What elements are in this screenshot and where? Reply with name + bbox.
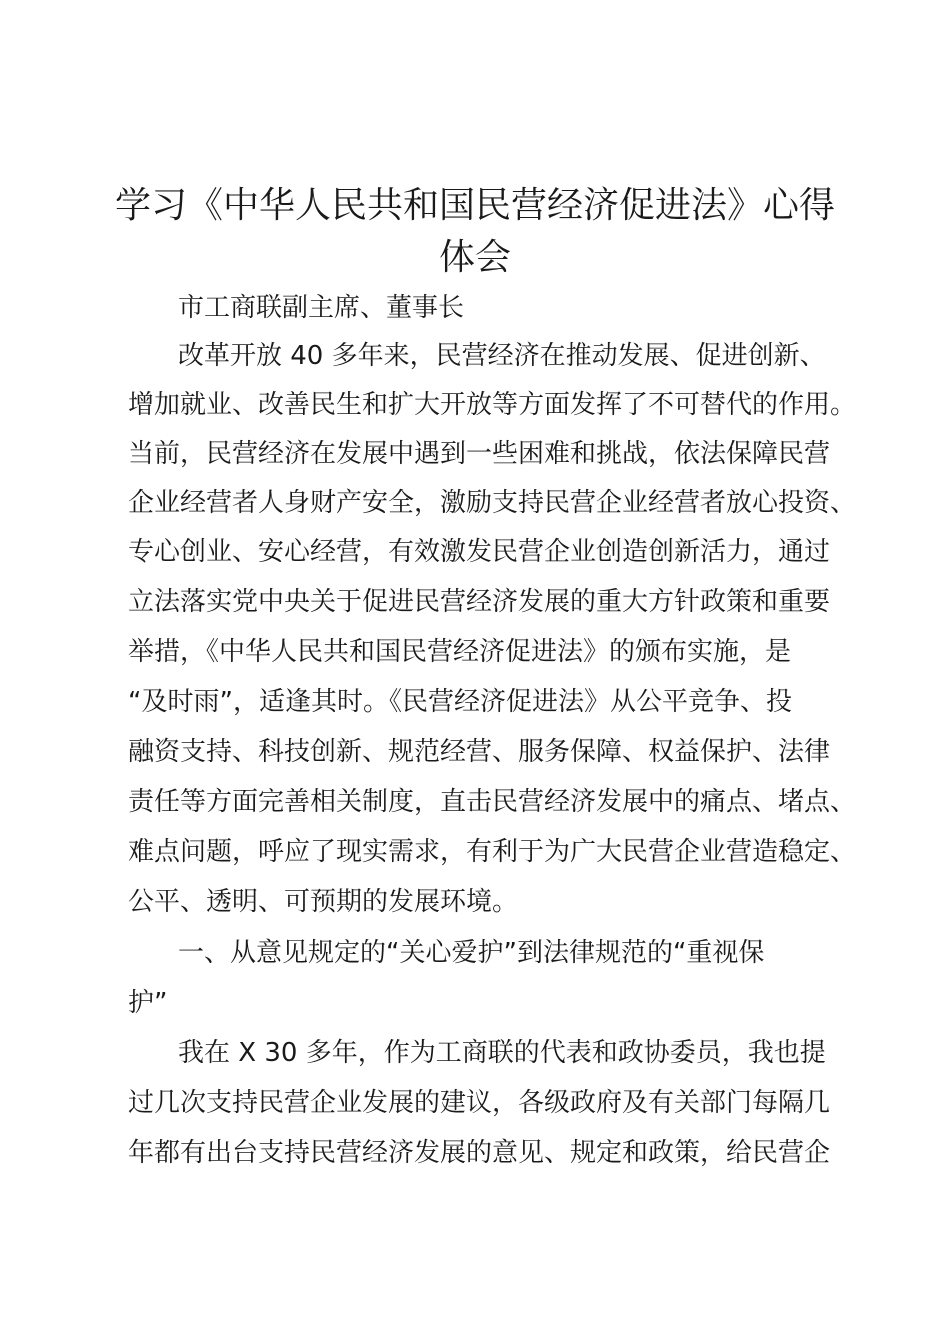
body-line: 难点问题，呼应了现实需求，有利于为广大民营企业营造稳定、 bbox=[128, 837, 857, 867]
body-line: 公平、透明、可预期的发展环境。 bbox=[128, 887, 519, 917]
body-line: 专心创业、安心经营，有效激发民营企业创造创新活力，通过 bbox=[128, 537, 831, 567]
section-heading: 一、从意见规定的“关心爱护”到法律规范的“重视保 bbox=[178, 938, 765, 968]
body-line: 当前，民营经济在发展中遇到一些困难和挑战，依法保障民营 bbox=[128, 439, 831, 469]
body-line: 增加就业、改善民生和扩大开放等方面发挥了不可替代的作用。 bbox=[128, 390, 857, 420]
body-line: 我在 X 30 多年，作为工商联的代表和政协委员，我也提 bbox=[178, 1038, 826, 1068]
body-line: 立法落实党中央关于促进民营经济发展的重大方针政策和重要 bbox=[128, 587, 831, 617]
author-line: 市工商联副主席、董事长 bbox=[178, 293, 465, 323]
section-heading-continued: 护” bbox=[128, 988, 168, 1018]
body-line: 过几次支持民营企业发展的建议，各级政府及有关部门每隔几 bbox=[128, 1088, 831, 1118]
body-line: 企业经营者人身财产安全，激励支持民营企业经营者放心投资、 bbox=[128, 488, 857, 518]
body-line: “及时雨”，适逢其时。《民营经济促进法》从公平竞争、投 bbox=[128, 687, 792, 717]
document-title-line-2: 体会 bbox=[438, 237, 511, 278]
document-title-line-1: 学习《中华人民共和国民营经济促进法》心得 bbox=[114, 185, 835, 226]
body-line: 改革开放 40 多年来，民营经济在推动发展、促进创新、 bbox=[178, 341, 826, 371]
body-line: 举措，《中华人民共和国民营经济促进法》的颁布实施，是 bbox=[128, 637, 792, 667]
body-line: 责任等方面完善相关制度，直击民营经济发展中的痛点、堵点、 bbox=[128, 787, 857, 817]
body-line: 年都有出台支持民营经济发展的意见、规定和政策，给民营企 bbox=[128, 1138, 831, 1168]
body-line: 融资支持、科技创新、规范经营、服务保障、权益保护、法律 bbox=[128, 737, 831, 767]
